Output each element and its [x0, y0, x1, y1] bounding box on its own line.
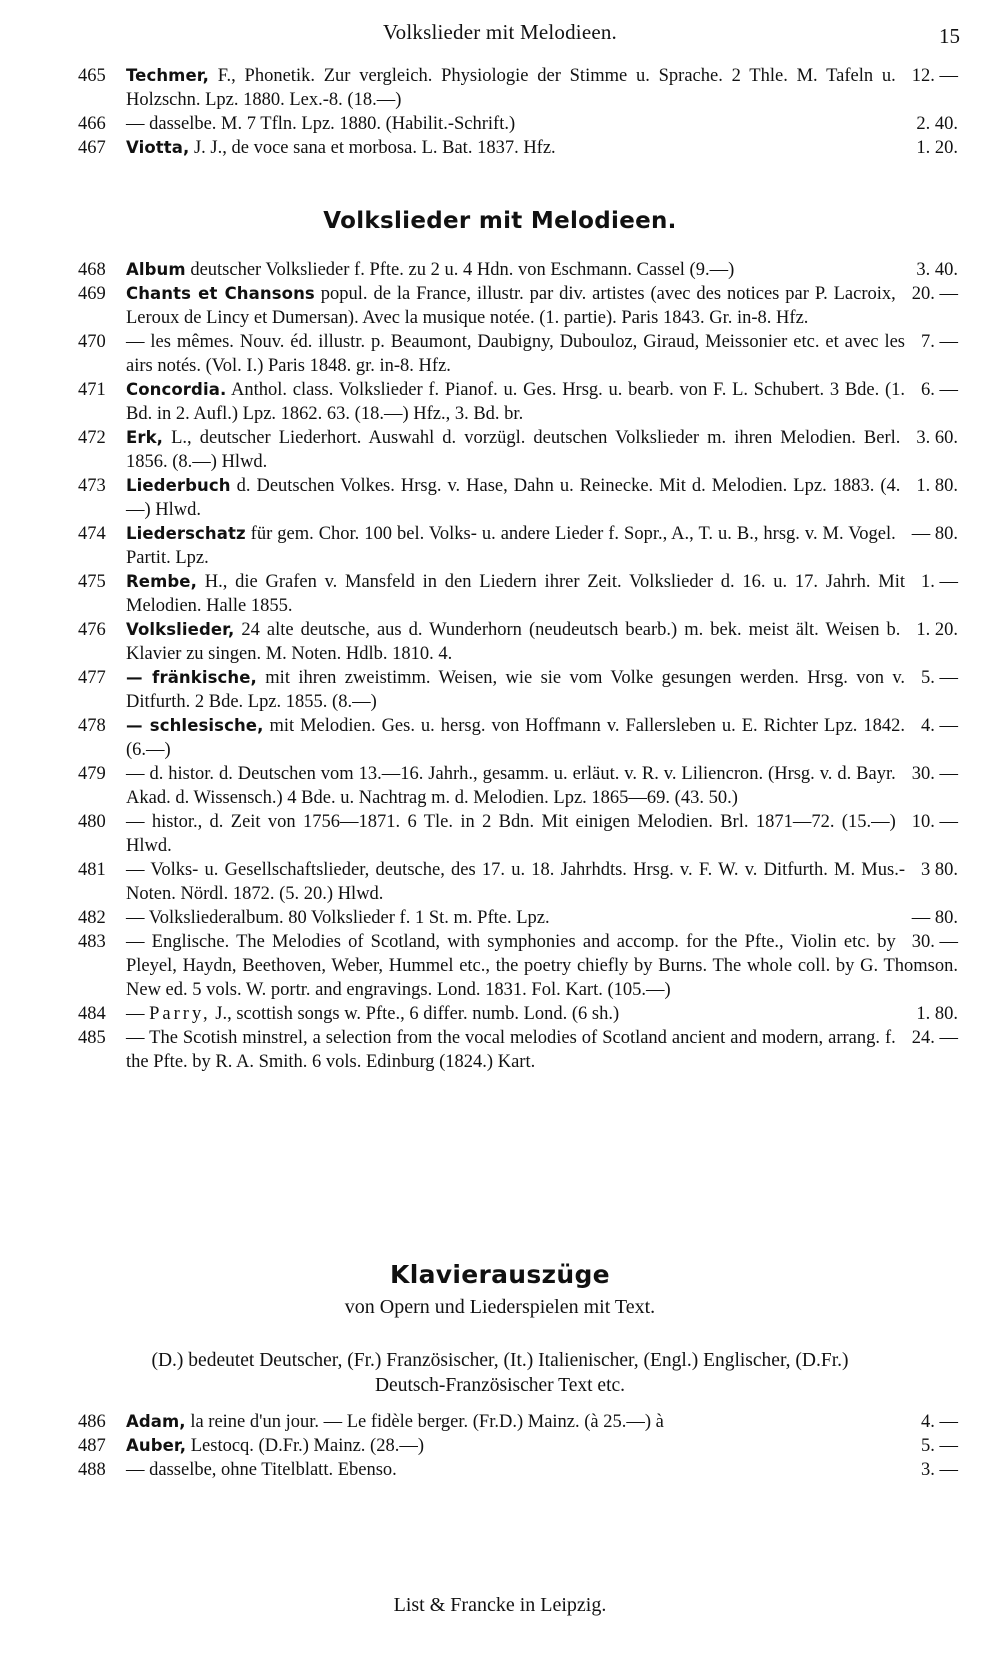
entry-description: 24 alte deutsche, aus d. Wunderhorn (neudeutsch bearb.) m. bek. meist ält. Weisen b. Klavier zu singen. M. Noten. Hdlb. 1810. 4.: [126, 620, 901, 664]
entry-number: 481: [78, 860, 106, 880]
entry-description: mit Melodien. Ges. u. hersg. von Hoffmann v. Fallersleben u. E. Richter Lpz. 1842. (6.—): [126, 716, 905, 760]
entry-price: 5. —: [921, 668, 958, 688]
entry-list-volkslieder: [78, 258, 958, 1074]
entry-price: 4. —: [921, 1412, 958, 1432]
entry-description: — Englische. The Melodies of Scotland, with symphonies and accomp. for the Pfte., Violin etc. by Pleyel, Haydn, Beethoven, Weber, Hummel etc., the poetry chiefly by Burns. The whole coll. by G. Thomson. New ed. 5 vols. W. portr. and engravings. Lond. 1831. Fol. Kart. (105.—): [126, 932, 958, 1000]
entry-number: 469: [78, 284, 106, 304]
entry-description: — dasselbe, ohne Titelblatt. Ebenso.: [126, 1460, 397, 1480]
entry-prefix: —: [126, 1004, 150, 1024]
entry-price: 5. —: [921, 1436, 958, 1456]
entry-price: — 80.: [911, 524, 958, 544]
section-heading-volkslieder: Volkslieder mit Melodieen.: [323, 208, 677, 234]
entry-title-keyword: — schlesische,: [126, 716, 264, 735]
entry-number: 486: [78, 1412, 106, 1432]
entry-price: 7. —: [921, 332, 958, 352]
entry-title-keyword: Rembe,: [126, 572, 197, 591]
abbreviation-note: (D.) bedeutet Deutscher, (Fr.) Französischer, (It.) Italienischer, (Engl.) Englischer, (D.Fr.) Deutsch-Französischer Text etc.: [151, 1350, 849, 1396]
entry-number: 488: [78, 1460, 106, 1480]
entry-description: für gem. Chor. 100 bel. Volks- u. andere Lieder f. Sopr., A., T. u. B., hrsg. v. M. Vogel. Partit. Lpz.: [126, 524, 896, 568]
entry-description: deutscher Volkslieder f. Pfte. zu 2 u. 4 Hdn. von Eschmann. Cassel (9.—): [185, 260, 735, 280]
entry-title-keyword: Viotta,: [126, 138, 190, 157]
entry-price: 3. 40.: [916, 260, 958, 280]
entry-number: 487: [78, 1436, 106, 1456]
entry-description: F., Phonetik. Zur vergleich. Physiologie der Stimme u. Sprache. 2 Thle. M. Tafeln u. Holzschn. Lpz. 1880. Lex.-8. (18.—): [126, 66, 896, 110]
entry-description: J., scottish songs w. Pfte., 6 differ. numb. Lond. (6 sh.): [210, 1004, 620, 1024]
entry-description: d. Deutschen Volkes. Hrsg. v. Hase, Dahn u. Reinecke. Mit d. Melodien. Lpz. 1883. (4.—) Hlwd.: [126, 476, 901, 520]
entry-number: 467: [78, 138, 106, 158]
entry-description: la reine d'un jour. — Le fidèle berger. (Fr.D.) Mainz. (à 25.—) à: [185, 1412, 664, 1432]
catalog-entry: [78, 426, 958, 474]
entry-price: 3 80.: [921, 860, 958, 880]
entry-title-keyword: Volkslieder,: [126, 620, 235, 639]
catalog-entry: [78, 378, 958, 426]
entry-number: 465: [78, 66, 106, 86]
entry-description: — dasselbe. M. 7 Tfln. Lpz. 1880. (Habilit.-Schrift.): [126, 114, 516, 134]
entry-title-keyword: Album: [126, 260, 186, 279]
entry-number: 468: [78, 260, 106, 280]
catalog-entry: [78, 906, 958, 930]
entry-author-spaced: Parry,: [149, 1004, 211, 1024]
catalog-entry: [78, 714, 958, 762]
entry-price: 1. 80.: [916, 476, 958, 496]
catalog-entry: [78, 1410, 958, 1434]
catalog-entry: [78, 474, 958, 522]
section-heading-klavierauszuege: Klavierauszüge: [390, 1260, 610, 1289]
entry-price: 6. —: [921, 380, 958, 400]
entry-description: popul. de la France, illustr. par div. artistes (avec des notices par P. Lacroix, Leroux de Lincy et Dumersan). Avec la musique notée. (1. partie). Paris 1843. Gr. in-8. Hfz.: [126, 284, 896, 328]
section-subheading: von Opern und Liederspielen mit Text.: [344, 1296, 656, 1318]
catalog-entry: [78, 112, 958, 136]
catalog-entry: [78, 282, 958, 330]
entry-price: 1. —: [921, 572, 958, 592]
entry-title-keyword: Auber,: [126, 1436, 187, 1455]
catalog-entry: [78, 136, 958, 160]
entry-title-keyword: Concordia.: [126, 380, 227, 399]
catalog-entry: [78, 810, 958, 858]
entry-price: — 80.: [911, 908, 958, 928]
entry-description: L., deutscher Liederhort. Auswahl d. vorzügl. deutschen Volkslieder m. ihren Melodien. Berl. 1856. (8.—) Hlwd.: [126, 428, 901, 472]
entry-price: 24. —: [911, 1028, 958, 1048]
catalog-entry: [78, 1002, 958, 1026]
entry-number: 485: [78, 1028, 106, 1048]
entry-number: 478: [78, 716, 106, 736]
entry-number: 472: [78, 428, 106, 448]
entry-price: 1. 80.: [916, 1004, 958, 1024]
catalog-entry: [78, 762, 958, 810]
entry-price: 3. 60.: [916, 428, 958, 448]
entry-title-keyword: — fränkische,: [126, 668, 257, 687]
catalog-entry: [78, 64, 958, 112]
entry-price: 30. —: [911, 932, 958, 952]
entry-number: 477: [78, 668, 106, 688]
entry-number: 474: [78, 524, 106, 544]
entry-description: H., die Grafen v. Mansfeld in den Liedern ihrer Zeit. Volkslieder d. 16. u. 17. Jahrh. Mit Melodien. Halle 1855.: [126, 572, 905, 616]
entry-list-top: [78, 64, 958, 160]
entry-price: 10. —: [911, 812, 958, 832]
entry-description: J. J., de voce sana et morbosa. L. Bat. 1837. Hfz.: [189, 138, 556, 158]
entry-description: — The Scotish minstrel, a selection from the vocal melodies of Scotland ancient and modern, arrang. f. the Pfte. by R. A. Smith. 6 vols. Edinburg (1824.) Kart.: [126, 1028, 896, 1072]
entry-description: — Volksliederalbum. 80 Volkslieder f. 1 St. m. Pfte. Lpz.: [126, 908, 550, 928]
running-header: [0, 20, 1000, 50]
entry-description: — d. histor. d. Deutschen vom 13.—16. Jahrh., gesamm. u. erläut. v. R. v. Liliencron. (Hrsg. v. d. Bayr. Akad. d. Wissensch.) 4 Bde. u. Nachtrag m. d. Melodien. Lpz. 1865—69. (43. 50.): [126, 764, 896, 808]
entry-number: 484: [78, 1004, 106, 1024]
entry-number: 471: [78, 380, 106, 400]
running-title: Volkslieder mit Melodieen.: [382, 20, 618, 44]
entry-description: — les mêmes. Nouv. éd. illustr. p. Beaumont, Daubigny, Dubouloz, Giraud, Meissonier etc. et avec les airs notés. (Vol. I.) Paris 1848. gr. in-8. Hfz.: [126, 332, 905, 376]
catalog-entry: [78, 930, 958, 1002]
catalog-entry: [78, 1434, 958, 1458]
entry-title-keyword: Techmer,: [126, 66, 209, 85]
entry-number: 482: [78, 908, 106, 928]
entry-price: 12. —: [911, 66, 958, 86]
entry-description: mit ihren zweistimm. Weisen, wie sie vom Volke gesungen werden. Hrsg. von v. Ditfurth. 2 Bde. Lpz. 1855. (8.—): [126, 668, 905, 712]
entry-price: 1. 20.: [916, 620, 958, 640]
entry-description: — Volks- u. Gesellschaftslieder, deutsche, des 17. u. 18. Jahrhdts. Hrsg. v. F. W. v. Ditfurth. M. Mus.-Noten. Nördl. 1872. (5. 20.) Hlwd.: [126, 860, 905, 904]
entry-title-keyword: Chants et Chansons: [126, 284, 315, 303]
entry-title-keyword: Adam,: [126, 1412, 186, 1431]
catalog-entry: [78, 1026, 958, 1074]
entry-title-keyword: Liederschatz: [126, 524, 246, 543]
entry-price: 3. —: [921, 1460, 958, 1480]
entry-title-keyword: Liederbuch: [126, 476, 231, 495]
catalog-entry: [78, 858, 958, 906]
entry-price: 20. —: [911, 284, 958, 304]
entry-number: 476: [78, 620, 106, 640]
entry-description: Lestocq. (D.Fr.) Mainz. (28.—): [186, 1436, 424, 1456]
entry-number: 475: [78, 572, 106, 592]
entry-number: 480: [78, 812, 106, 832]
catalog-entry: [78, 1458, 958, 1482]
entry-price: 30. —: [911, 764, 958, 784]
entry-title-keyword: Erk,: [126, 428, 164, 447]
entry-number: 470: [78, 332, 106, 352]
catalog-entry: [78, 258, 958, 282]
catalog-entry: [78, 666, 958, 714]
catalog-entry: [78, 330, 958, 378]
entry-list-klavierauszuege: [78, 1410, 958, 1482]
entry-price: 1. 20.: [916, 138, 958, 158]
catalog-entry: [78, 618, 958, 666]
catalog-entry: [78, 570, 958, 618]
publisher-footer: List & Francke in Leipzig.: [393, 1594, 607, 1616]
entry-description: — histor., d. Zeit von 1756—1871. 6 Tle. in 2 Bdn. Mit einigen Melodien. Brl. 1871—72. (15.—) Hlwd.: [126, 812, 896, 856]
entry-description: Anthol. class. Volkslieder f. Pianof. u. Ges. Hrsg. u. bearb. von F. L. Schubert. 3 Bde. (1. Bd. in 2. Aufl.) Lpz. 1862. 63. (18.—) Hfz., 3. Bd. br.: [126, 380, 905, 424]
entry-number: 483: [78, 932, 106, 952]
entry-number: 466: [78, 114, 106, 134]
entry-price: 2. 40.: [916, 114, 958, 134]
page-number: 15: [939, 24, 960, 48]
entry-number: 479: [78, 764, 106, 784]
catalog-entry: [78, 522, 958, 570]
entry-price: 4. —: [921, 716, 958, 736]
entry-number: 473: [78, 476, 106, 496]
